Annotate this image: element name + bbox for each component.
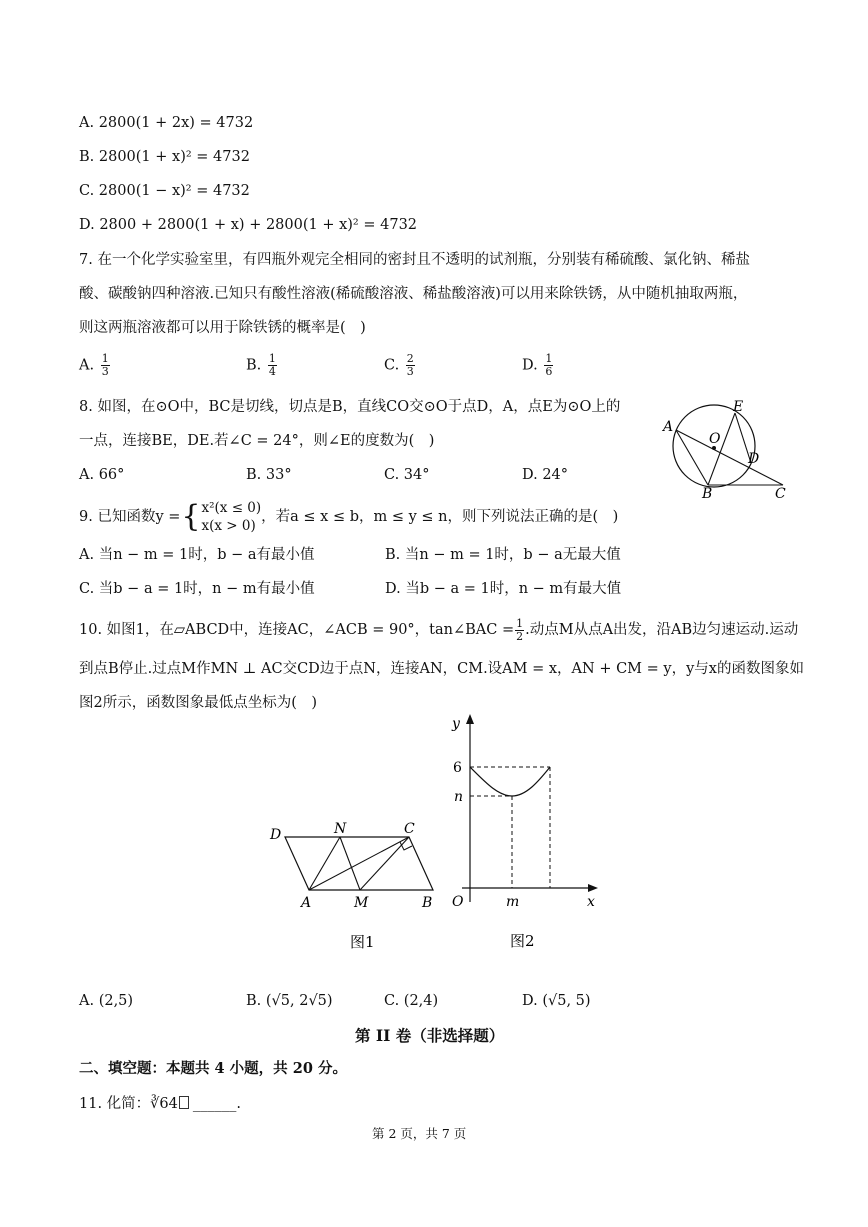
q9-option-a: A. 当n − m = 1时，b − a有最小值	[79, 547, 315, 563]
q9-stem: 9. 已知函数y = { x²(x ≤ 0) x(x > 0) ，若a ≤ x ≤ b，m ≤ y ≤ n，则下列说法正确的是( )	[79, 499, 619, 534]
fraction: $\frac{2}{3}$	[406, 352, 414, 378]
label-d: D	[748, 451, 760, 467]
label-o: O	[452, 894, 464, 910]
q7-option-d: D. $\frac{1}{6}$	[522, 352, 553, 378]
q6-option-a: A. 2800(1 + 2x) = 4732	[79, 115, 254, 131]
q7-line-1: 7. 在一个化学实验室里，有四瓶外观完全相同的密封且不透明的试剂瓶，分别装有稀硫酸、氯化钠、稀盐	[79, 252, 750, 268]
q8-option-c: C. 34°	[384, 467, 430, 483]
q10-line-1: 10. 如图1，在▱ABCD中，连接AC，∠ACB = 90°，tan∠BAC = $\frac{1}{2}$ .动点M从点A出发，沿AB边匀速运动.运动	[79, 616, 799, 643]
label-b: B	[702, 486, 713, 502]
q8-option-b: B. 33°	[246, 467, 292, 483]
q6-option-b: B. 2800(1 + x)² = 4732	[79, 149, 250, 165]
q10-option-a: A. (2,5)	[79, 993, 134, 1009]
fraction: $\frac{1}{3}$	[101, 352, 109, 378]
q7-option-b: B. $\frac{1}{4}$	[246, 352, 276, 378]
function-curve	[470, 767, 550, 796]
q10-line-2: 到点B停止.过点M作MN ⊥ AC交CD边于点N，连接AN，CM.设AM = x，AN + CM = y，y与x的函数图象如	[79, 661, 804, 677]
label-m: m	[506, 894, 520, 910]
fraction: $\frac{1}{6}$	[545, 352, 553, 378]
q9-option-b: B. 当n − m = 1时，b − a无最大值	[385, 547, 621, 563]
piecewise-cases: x²(x ≤ 0) x(x > 0)	[201, 500, 262, 534]
label-a: A	[663, 419, 674, 435]
q11: 11. 化简：∛64 ______.	[79, 1096, 241, 1112]
right-angle-mark	[400, 842, 412, 850]
label-m: M	[354, 895, 369, 911]
q10-figure-1	[262, 815, 452, 955]
caption-fig1: 图1	[350, 933, 375, 951]
q10-option-b: B. (√5, 2√5)	[246, 993, 333, 1009]
label-e: E	[733, 399, 744, 415]
brace: {	[181, 499, 201, 534]
q10-line-3: 图2所示，函数图象最低点坐标为( )	[79, 695, 318, 711]
label-y: y	[452, 716, 460, 732]
q7-line-2: 酸、碳酸钠四种溶液.已知只有酸性溶液(稀硫酸溶液、稀盐酸溶液)可以用来除铁锈，从中随机抽取两瓶，	[79, 286, 748, 302]
label-o: O	[709, 431, 721, 447]
q8-line-2: 一点，连接BE，DE.若∠C = 24°，则∠E的度数为( )	[79, 433, 435, 449]
q7-option-a: A. $\frac{1}{3}$	[79, 352, 109, 378]
part-2-title: 第 II 卷（非选择题）	[355, 1026, 505, 1045]
x-axis-arrow	[588, 884, 598, 892]
label-n: n	[454, 789, 464, 805]
fraction: $\frac{1}{4}$	[268, 352, 276, 378]
label-b: B	[422, 895, 433, 911]
q8-line-1: 8. 如图，在⊙O中，BC是切线，切点是B，直线CO交⊙O于点D，A，点E为⊙O上的	[79, 399, 621, 415]
radical-box	[179, 1096, 189, 1109]
caption-fig2: 图2	[510, 932, 535, 950]
fraction: $\frac{1}{2}$	[516, 616, 524, 643]
q9-option-c: C. 当b − a = 1时，n − m有最小值	[79, 581, 315, 597]
page-footer: 第 2 页，共 7 页	[372, 1126, 467, 1141]
q9-option-d: D. 当b − a = 1时，n − m有最大值	[385, 581, 622, 597]
y-axis-arrow	[466, 714, 474, 724]
q10-option-c: C. (2,4)	[384, 993, 439, 1009]
q7-line-3: 则这两瓶溶液都可以用于除铁锈的概率是( )	[79, 320, 366, 336]
label-c: C	[775, 486, 786, 502]
label-d: D	[270, 827, 282, 843]
q8-option-d: D. 24°	[522, 467, 569, 483]
label-n: N	[334, 821, 347, 837]
q6-option-c: C. 2800(1 − x)² = 4732	[79, 183, 250, 199]
q10-option-d: D. (√5, 5)	[522, 993, 591, 1009]
q10-figure-2	[440, 712, 610, 957]
label-a: A	[301, 895, 312, 911]
label-x: x	[587, 894, 595, 910]
label-c: C	[404, 821, 415, 837]
q7-option-c: C. $\frac{2}{3}$	[384, 352, 414, 378]
q8-circle-figure	[655, 395, 805, 505]
q6-option-d: D. 2800 + 2800(1 + x) + 2800(1 + x)² = 4732	[79, 217, 418, 233]
segment-mn	[340, 837, 360, 890]
label-six: 6	[453, 760, 462, 776]
section-2-heading: 二、填空题：本题共 4 小题，共 20 分。	[79, 1060, 347, 1077]
q8-option-a: A. 66°	[79, 467, 125, 483]
